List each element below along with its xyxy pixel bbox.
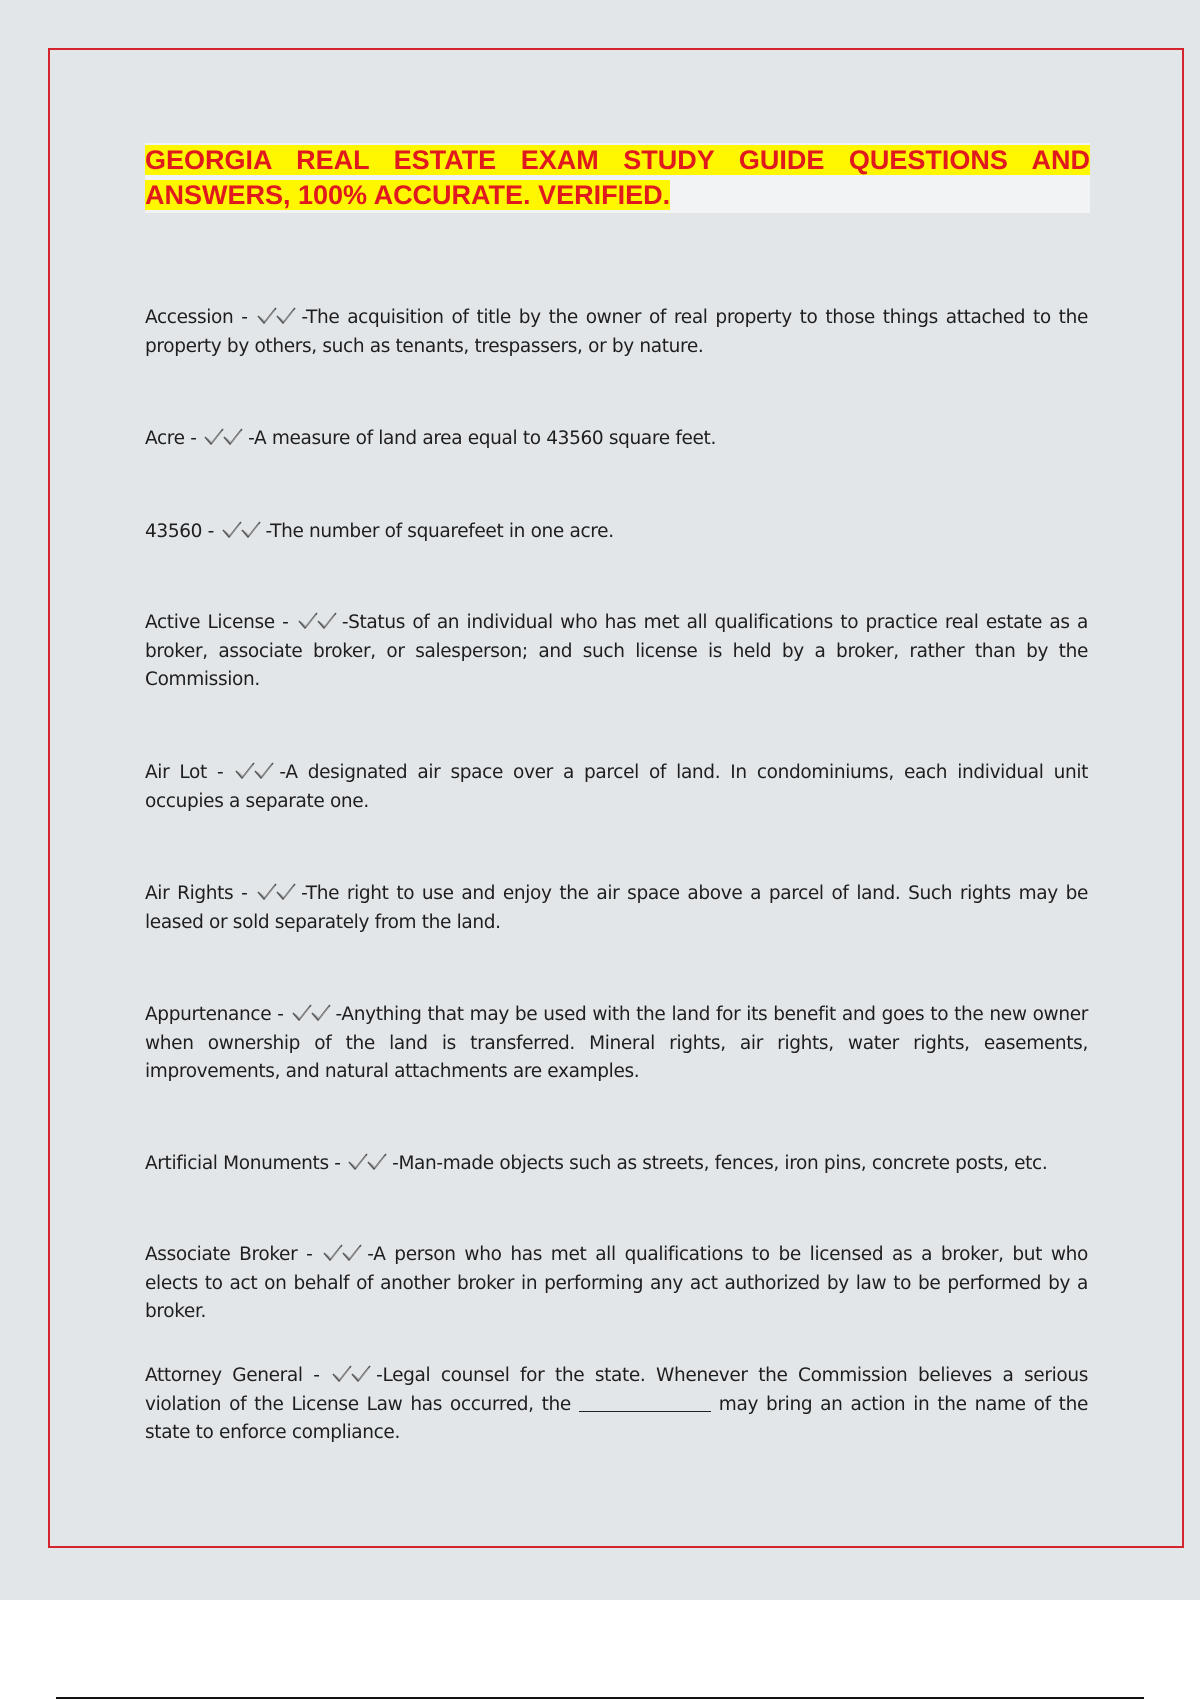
entry-definition: -A designated air space over a parcel of land. In condominiums, each individual unit occupies a separate one. [145, 762, 1089, 812]
glossary-entry-artificial-monuments [145, 1150, 1088, 1179]
glossary-entry-air-lot [145, 759, 1088, 816]
double-checkmark-icon [234, 760, 278, 782]
entry-definition: -Anything that may be used with the land for its benefit and goes to the new owner when ownership of the land is transferred. Mineral rights, air rights, water rights, easements, improvements, and natural attachments are examples. [145, 1004, 1088, 1082]
entry-term: Accession [145, 307, 234, 328]
glossary-entry-active-license [145, 609, 1088, 695]
entry-term: Air Lot [145, 762, 207, 783]
entry-definition: -Status of an individual who has met all qualifications to practice real estate as a broker, associate broker, or salesperson; and such license is held by a broker, rather than by the Commission. [145, 612, 1088, 690]
entry-term: Appurtenance [145, 1004, 272, 1025]
entry-separator: - [233, 883, 256, 904]
document-title [145, 143, 1090, 213]
entry-term: Attorney General [145, 1365, 303, 1386]
entry-term: Acre [145, 428, 185, 449]
entry-separator: - [206, 762, 234, 783]
entry-separator: - [233, 307, 256, 328]
footer-rule [56, 1697, 1144, 1699]
entry-definition: -A measure of land area equal to 43560 square feet. [248, 428, 716, 449]
entry-term: Associate Broker [145, 1244, 298, 1265]
double-checkmark-icon [297, 610, 341, 632]
double-checkmark-icon [331, 1363, 375, 1385]
entry-definition: -The acquisition of title by the owner of real property to those things attached to the property by others, such as tenants, trespassers, or by nature. [145, 307, 1088, 357]
entry-separator: - [274, 612, 296, 633]
glossary-entry-acre [145, 425, 1088, 454]
double-checkmark-icon [256, 881, 300, 903]
double-checkmark-icon [347, 1151, 391, 1173]
fill-in-blank [579, 1393, 711, 1412]
glossary-entry-attorney-general [145, 1362, 1088, 1448]
entry-term: Artificial Monuments [145, 1153, 329, 1174]
entry-term: Air Rights [145, 883, 234, 904]
entry-definition: -The right to use and enjoy the air space above a parcel of land. Such rights may be leased or sold separately from the land. [145, 883, 1088, 933]
glossary-entry-air-rights [145, 880, 1088, 937]
double-checkmark-icon [221, 519, 265, 541]
double-checkmark-icon [256, 305, 300, 327]
entry-definition: -A person who has met all qualifications to be licensed as a broker, but who elects to act on behalf of another broker in performing any act authorized by law to be performed by a broker. [145, 1244, 1088, 1322]
glossary-entry-associate-broker [145, 1241, 1088, 1327]
title-line-2: ANSWERS, 100% ACCURATE. VERIFIED. [145, 180, 671, 210]
entry-separator: - [328, 1153, 347, 1174]
entry-separator: - [302, 1365, 331, 1386]
glossary-entry-43560 [145, 518, 1088, 547]
glossary-entry-accession [145, 304, 1088, 361]
entry-separator: - [184, 428, 203, 449]
entry-definition: -Man-made objects such as streets, fences, iron pins, concrete posts, etc. [392, 1153, 1048, 1174]
entry-definition-continued: may bring an action in the name of the state to enforce compliance. [145, 1393, 1088, 1443]
double-checkmark-icon [291, 1002, 335, 1024]
title-line-1: GEORGIA REAL ESTATE EXAM STUDY GUIDE QUESTIONS AND [145, 145, 1090, 175]
double-checkmark-icon [322, 1242, 366, 1264]
entry-separator: - [297, 1244, 322, 1265]
entry-definition: -Legal counsel for the state. Whenever the Commission believes a serious violation of the License Law has occurred, the [145, 1365, 1088, 1415]
entry-term: Active License [145, 612, 275, 633]
entry-definition: -The number of squarefeet in one acre. [265, 521, 614, 542]
title-block [145, 143, 1090, 213]
double-checkmark-icon [203, 426, 247, 448]
entry-separator: - [271, 1004, 290, 1025]
entry-term: 43560 [145, 521, 203, 542]
entry-separator: - [202, 521, 220, 542]
glossary-entry-appurtenance [145, 1001, 1088, 1087]
